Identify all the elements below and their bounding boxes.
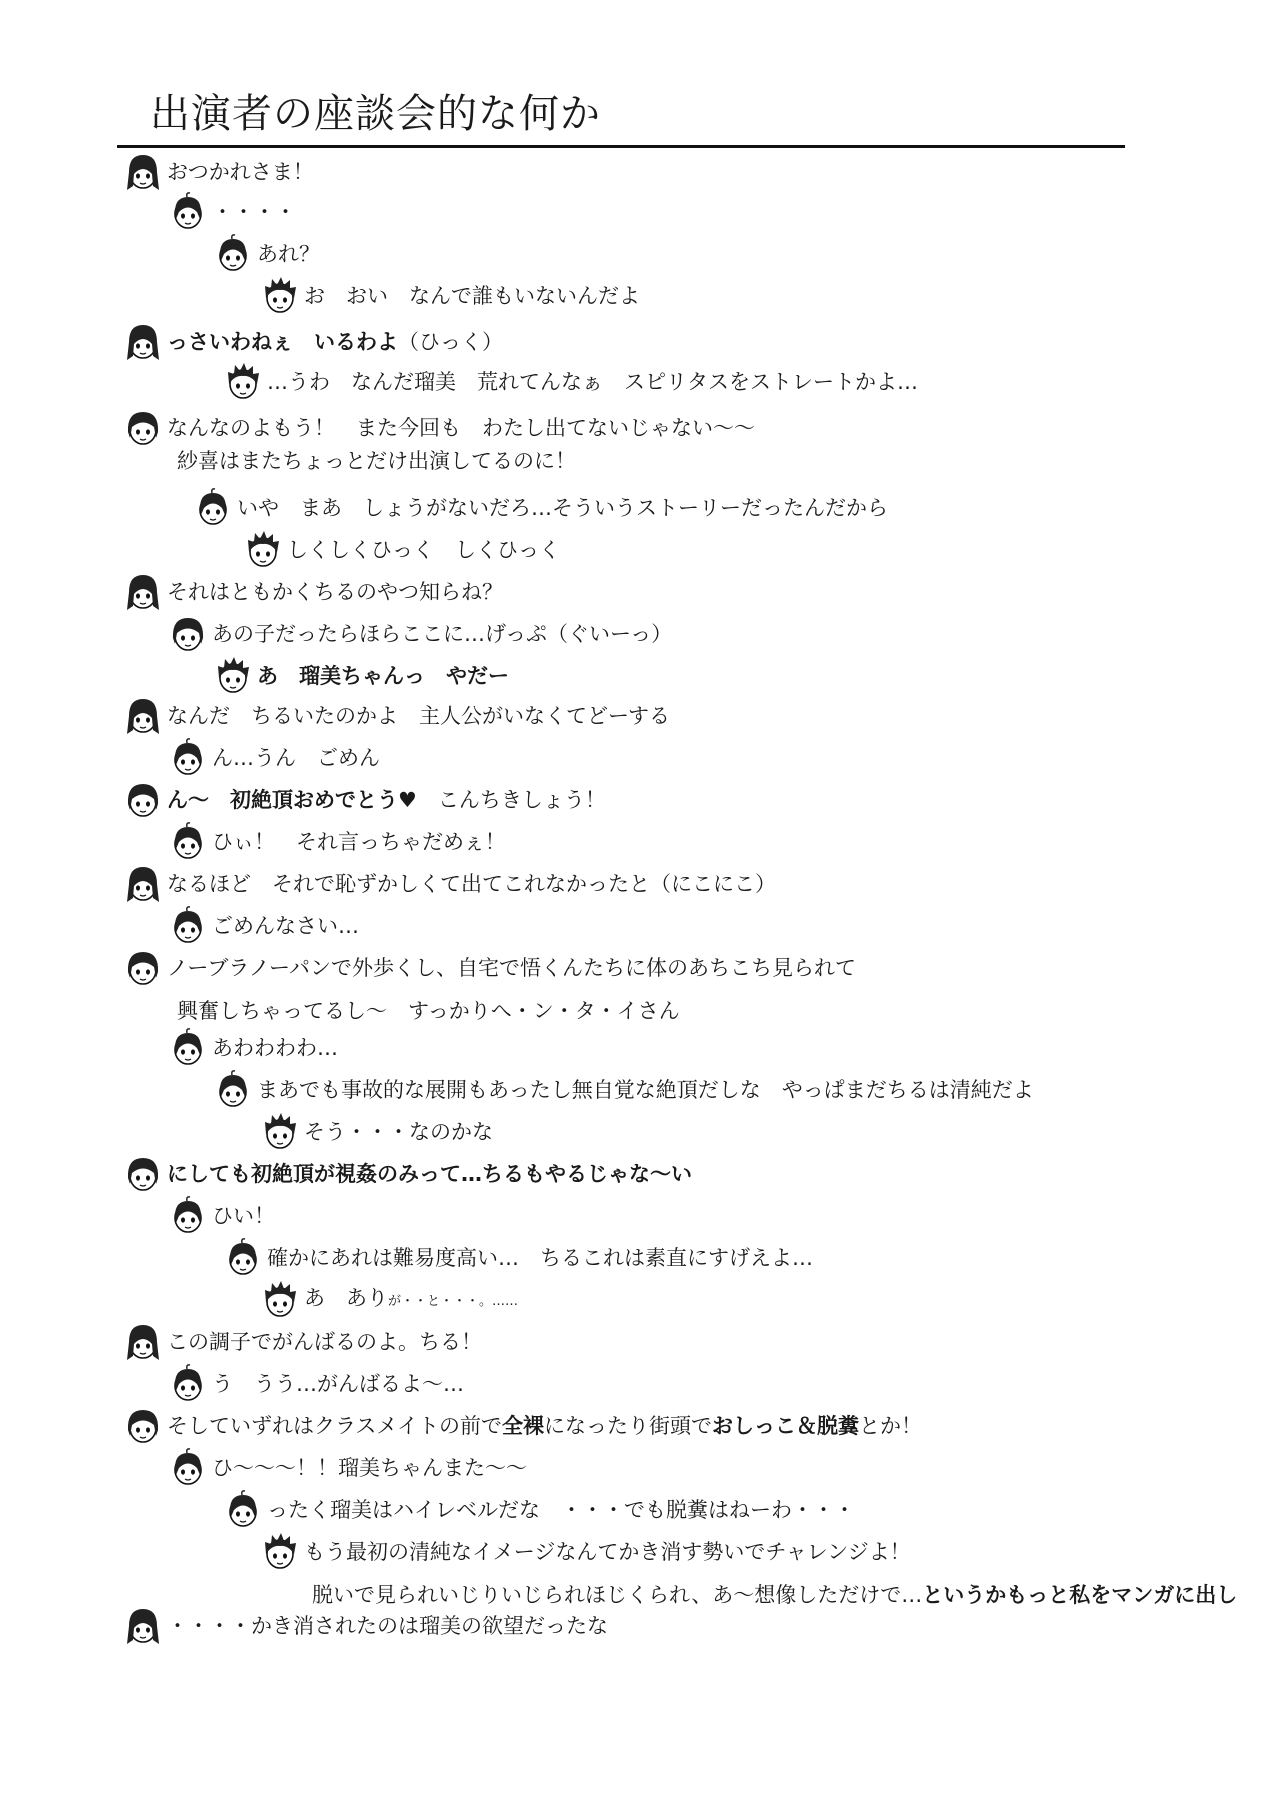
text-segment: もう最初の清純なイメージなんてかき消す勢いでチャレンジよ！ <box>304 1540 911 1564</box>
text-segment: ・・・・ <box>212 200 296 224</box>
text-segment: ん…うん ごめん <box>212 746 380 770</box>
character-face-icon <box>245 530 281 570</box>
dialogue-line <box>170 738 380 778</box>
text-segment: （ひっく） <box>398 330 503 354</box>
dialogue-text <box>167 1614 608 1638</box>
text-segment: ひ～～～！！瑠美ちゃんまた～～ <box>212 1456 527 1480</box>
dialogue-line <box>170 906 359 946</box>
character-face-icon <box>170 822 206 862</box>
dialogue-line <box>262 1532 911 1572</box>
dialogue-text <box>167 580 503 604</box>
dialogue-text <box>212 1456 527 1480</box>
dialogue-text <box>304 1540 911 1564</box>
text-segment: ・・・・かき消されたのは瑠美の欲望だったな <box>167 1614 608 1638</box>
character-face-icon <box>225 1490 261 1530</box>
dialogue-text <box>287 538 560 562</box>
text-segment: になったり街頭で <box>543 1414 712 1438</box>
dialogue-line <box>170 822 506 862</box>
page-title: 出演者の座談会的な何か <box>150 91 601 137</box>
character-face-icon <box>262 1112 298 1152</box>
dialogue-line <box>262 1112 493 1152</box>
dialogue-text <box>212 1036 338 1060</box>
dialogue-line <box>245 530 560 570</box>
dialogue-line <box>225 362 918 402</box>
dialogue-line <box>215 656 509 696</box>
text-segment: いや まあ しょうがないだろ…そういうストーリーだったんだから <box>237 496 888 520</box>
character-face-icon <box>170 1364 206 1404</box>
text-segment: あ あり <box>304 1286 388 1310</box>
dialogue-line <box>170 1364 464 1404</box>
dialogue-continuation <box>312 1583 1237 1607</box>
character-face-icon <box>170 1196 206 1236</box>
dialogue-text <box>212 622 672 646</box>
dialogue-text <box>167 160 314 184</box>
character-face-icon <box>215 1070 251 1110</box>
character-face-icon <box>195 488 231 528</box>
dialogue-line <box>125 1322 482 1362</box>
emphasis-text: にしても初絶頂が視姦のみって…ちるもやるじゃな～い <box>167 1162 692 1186</box>
character-face-icon <box>262 276 298 316</box>
character-face-icon <box>125 864 161 904</box>
text-segment: それはともかくちるのやつ知らね？ <box>167 580 503 604</box>
dialogue-text <box>167 1330 482 1354</box>
character-face-icon <box>125 1322 161 1362</box>
character-face-icon <box>170 192 206 232</box>
text-segment: あわわわわ… <box>212 1036 338 1060</box>
character-face-icon <box>125 572 161 612</box>
dialogue-text <box>267 1498 855 1522</box>
dialogue-text <box>267 370 918 394</box>
text-segment: まあでも事故的な展開もあったし無自覚な絶頂だしな やっぱまだちるは清純だよ <box>257 1078 1034 1102</box>
dialogue-line <box>215 234 320 274</box>
character-face-icon <box>125 152 161 192</box>
emphasis-text: おしっこ＆脱糞 <box>711 1414 859 1438</box>
character-face-icon <box>215 656 251 696</box>
dialogue-text <box>212 200 296 224</box>
text-segment: …うわ なんだ瑠美 荒れてんなぁ スピリタスをストレートかよ… <box>267 370 918 394</box>
dialogue-line <box>225 1238 813 1278</box>
text-segment: そう・・・なのかな <box>304 1120 493 1144</box>
text-segment: ったく瑠美はハイレベルだな ・・・でも脱糞はねーわ・・・ <box>267 1498 855 1522</box>
dialogue-line <box>125 572 503 612</box>
emphasis-text: というかもっと私をマンガに出し <box>922 1583 1238 1607</box>
character-face-icon <box>125 1406 161 1446</box>
dialogue-text <box>304 1286 518 1314</box>
dialogue-text <box>167 872 776 896</box>
dialogue-text <box>212 1372 464 1396</box>
dialogue-text <box>212 914 359 938</box>
dialogue-text <box>267 1246 813 1270</box>
emphasis-text: ん～ 初絶頂おめでとう♥ <box>167 788 417 812</box>
character-face-icon <box>125 780 161 820</box>
emphasis-text: っさいわねぇ いるわよ <box>167 330 398 354</box>
text-segment: お おい なんで誰もいないんだよ <box>304 284 640 308</box>
dialogue-line <box>170 1028 338 1068</box>
character-face-icon <box>170 1028 206 1068</box>
dialogue-line <box>170 1448 527 1488</box>
text-segment: なるほど それで恥ずかしくて出てこれなかったと（にこにこ） <box>167 872 776 896</box>
character-face-icon <box>125 1606 161 1646</box>
character-face-icon <box>225 362 261 402</box>
emphasis-text: あ 瑠美ちゃんっ やだー <box>257 664 509 688</box>
dialogue-text <box>304 1120 493 1144</box>
dialogue-line <box>170 614 672 654</box>
dialogue-line <box>125 1406 922 1446</box>
text-segment: あれ？ <box>257 242 320 266</box>
dialogue-line <box>170 192 296 232</box>
text-segment: おつかれさま！ <box>167 160 314 184</box>
dialogue-continuation: 紗喜はまたちょっとだけ出演してるのに！ <box>177 449 576 473</box>
dialogue-text <box>167 330 503 354</box>
dialogue-line <box>125 1154 692 1194</box>
character-face-icon <box>262 1532 298 1572</box>
dialogue-text <box>237 496 888 520</box>
dialogue-text <box>167 788 606 812</box>
dialogue-line <box>125 696 670 736</box>
character-face-icon <box>170 1448 206 1488</box>
title-underline <box>117 145 1125 148</box>
text-segment: しくしくひっく しくひっく <box>287 538 560 562</box>
character-face-icon <box>125 948 161 988</box>
dialogue-continuation: 興奮しちゃってるし～ すっかりへ・ン・タ・イさん <box>177 999 680 1023</box>
text-segment: なんなのよもう！ また今回も わたし出てないじゃない～～ <box>167 416 755 440</box>
dialogue-line <box>125 780 606 820</box>
text-segment: あの子だったらほらここに…げっぷ（ぐいーっ） <box>212 622 673 646</box>
text-segment: 確かにあれは難易度高い… ちるこれは素直にすげえよ… <box>267 1246 813 1270</box>
dialogue-text <box>212 746 380 770</box>
dialogue-text <box>212 830 506 854</box>
dialogue-line <box>195 488 888 528</box>
dialogue-line <box>125 322 503 362</box>
dialogue-line <box>215 1070 1034 1110</box>
character-face-icon <box>125 696 161 736</box>
text-segment: ひぃ！ それ言っちゃだめぇ！ <box>212 830 506 854</box>
dialogue-text <box>304 284 640 308</box>
text-segment: う うう…がんばるよ～… <box>212 1372 464 1396</box>
character-face-icon <box>170 738 206 778</box>
dialogue-line <box>125 152 314 192</box>
character-face-icon <box>125 1154 161 1194</box>
text-segment: ノーブラノーパンで外歩くし、自宅で悟くんたちに体のあちこち見られて <box>167 956 857 980</box>
dialogue-line <box>125 864 776 904</box>
dialogue-line <box>125 408 755 448</box>
character-face-icon <box>225 1238 261 1278</box>
text-segment: とか！ <box>858 1414 922 1438</box>
dialogue-text <box>167 416 755 440</box>
dialogue-text <box>167 1162 692 1186</box>
character-face-icon <box>170 906 206 946</box>
text-segment: ごめんなさい… <box>212 914 359 938</box>
dialogue-text <box>167 956 856 980</box>
character-face-icon <box>215 234 251 274</box>
dialogue-text <box>257 1078 1034 1102</box>
dialogue-text <box>167 1414 922 1438</box>
text-segment: 脱いで見られいじりいじられほじくられ、あ～想像しただけで… <box>312 1583 923 1607</box>
dialogue-text <box>257 664 509 688</box>
emphasis-text: 全裸 <box>501 1414 544 1438</box>
dialogue-text <box>212 1204 275 1228</box>
dialogue-line <box>262 276 640 316</box>
character-face-icon <box>125 322 161 362</box>
character-face-icon <box>262 1280 298 1320</box>
dialogue-line <box>125 1606 608 1646</box>
dialogue-line <box>170 1196 275 1236</box>
character-face-icon <box>170 614 206 654</box>
dialogue-line <box>125 948 856 988</box>
character-face-icon <box>125 408 161 448</box>
text-segment: そしていずれはクラスメイトの前で <box>167 1414 502 1438</box>
dialogue-line <box>262 1280 518 1320</box>
dialogue-text <box>167 704 670 728</box>
text-segment: なんだ ちるいたのかよ 主人公がいなくてどーする <box>167 704 670 728</box>
text-segment: が・・と・・・。…… <box>388 1294 519 1309</box>
text-segment: ひい！ <box>212 1204 275 1228</box>
dialogue-line <box>225 1490 855 1530</box>
text-segment: こんちきしょう！ <box>416 788 606 812</box>
dialogue-text <box>257 242 320 266</box>
text-segment: この調子でがんばるのよ。ちる！ <box>167 1330 482 1354</box>
